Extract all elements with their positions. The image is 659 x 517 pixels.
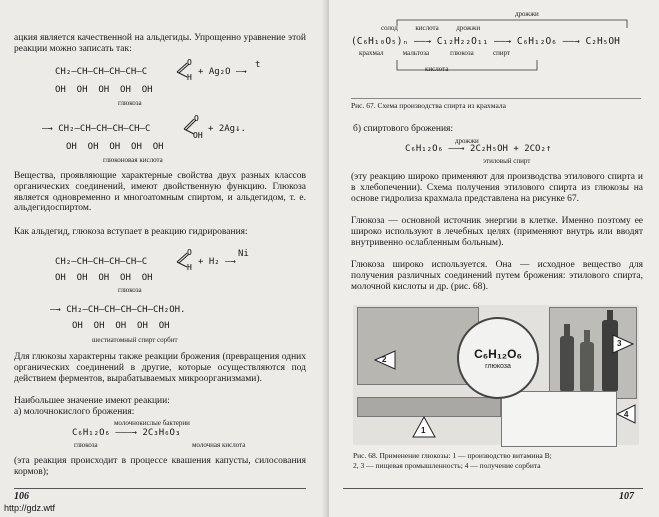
eq4-chain: —→ CH₂—CH—CH—CH—CH—CH₂OH. bbox=[50, 305, 186, 315]
eq3-hydroxyls: OH OH OH OH OH bbox=[55, 273, 153, 283]
aldehyde-group-icon bbox=[175, 58, 195, 80]
fermentation-text: Для глюкозы характерны также реакции брожения (превращения одних органических соединений в другие, которые осуществляются под действием ферментов, вырабатываемых микроорганизмами). bbox=[14, 352, 306, 384]
svg-text:OH: OH bbox=[193, 131, 203, 138]
hydrogenation-text: Как альдегид, глюкоза вступает в реакцию гидрирования: bbox=[14, 227, 248, 237]
tablets-photo bbox=[357, 397, 501, 417]
tag-4-number: 4 bbox=[624, 410, 629, 419]
tag-3-triangle-icon bbox=[611, 333, 635, 355]
aldehyde-group-icon-2 bbox=[175, 248, 195, 270]
eq3-catalyst: Ni bbox=[238, 249, 249, 259]
eq3-label: глюкоза bbox=[118, 286, 142, 294]
eq4-label: шестиатомный спирт сорбит bbox=[92, 336, 178, 344]
dual-function-text: Вещества, проявляющие характерные свойства двух разных классов органических соединений, имеют двойственную функцию. Глюкоза является одновременно и многоатомным спиртом, и альдегидом, т. е. альдегидоспиртом. bbox=[14, 171, 306, 214]
svg-text:O: O bbox=[194, 114, 199, 123]
eq1-reagent: + Ag₂O —→ bbox=[198, 67, 247, 77]
svg-text:H: H bbox=[187, 263, 192, 270]
sauerkraut-text: (эта реакция происходит в процессе квашения капусты, силосования кормов); bbox=[14, 456, 306, 477]
right-page bbox=[329, 0, 659, 517]
eq3-reagent: + H₂ —→ bbox=[198, 257, 236, 267]
tag-2-number: 2 bbox=[382, 355, 387, 364]
fig68-caption-line2: 2, 3 — пищевая промышленность; 4 — получение сорбита bbox=[353, 461, 541, 470]
glucose-badge bbox=[457, 317, 539, 399]
tag-1-number: 1 bbox=[421, 426, 426, 435]
eq5-reactant: глюкоза bbox=[74, 441, 98, 449]
alcohol-item: б) спиртового брожения: bbox=[353, 124, 454, 134]
eq2-chain: —→ CH₂—CH—CH—CH—CH—C bbox=[42, 124, 151, 134]
glucose-use-text: Глюкоза широко используется. Она — исходное вещество для получения различных соединений путем брожения: этилового спирта, молочной кислоты и др. (рис. 68). bbox=[351, 260, 643, 292]
scheme-acid-bottom: кислота bbox=[425, 65, 449, 73]
eq5-formula: C₆H₁₂O₆ ———→ 2C₃H₆O₃ bbox=[72, 428, 181, 438]
scheme-names: крахмал мальтоза глюкоза спирт bbox=[359, 49, 511, 57]
sugar-package-photo bbox=[501, 391, 617, 447]
eq6-condition: дрожжи bbox=[455, 137, 479, 145]
fig68-caption-line1: Рис. 68. Применение глюкозы: 1 — производство витамина В; bbox=[353, 451, 552, 460]
fig67-rule bbox=[351, 98, 641, 99]
alcohol-use-text: (эту реакцию широко применяют для производства этилового спирта и в хлебопечении). Схема получения этилового спирта из глюкозы на основе гидролиза крахмала представлена на рисунке 67. bbox=[351, 172, 643, 204]
page-number-right: 107 bbox=[619, 491, 634, 502]
important-reactions-text: Наибольшее значение имеют реакции: bbox=[14, 396, 170, 406]
figure-68 bbox=[353, 305, 639, 445]
left-page bbox=[0, 0, 329, 517]
eq4-hydroxyls: OH OH OH OH OH bbox=[72, 321, 170, 331]
badge-label: глюкоза bbox=[485, 362, 511, 370]
svg-text:O: O bbox=[187, 248, 192, 257]
lactic-item: а) молочнокислого брожения: bbox=[14, 407, 135, 417]
eq5-condition: молочнокислые бактерии bbox=[114, 419, 190, 427]
eq2-hydroxyls: OH OH OH OH OH bbox=[66, 142, 164, 152]
scheme-yeast-top: дрожжи bbox=[515, 10, 539, 18]
badge-formula: C₆H₁₂O₆ bbox=[474, 346, 522, 361]
eq1-condition: t bbox=[255, 60, 261, 70]
eq6-label: этиловый спирт bbox=[483, 157, 531, 165]
scheme-formula: (C₆H₁₀O₅)ₙ ——→ C₁₂H₂₂O₁₁ ——→ C₆H₁₂O₆ ——→ C₂H₅OH bbox=[351, 36, 620, 47]
footer-rule-left bbox=[14, 488, 306, 489]
eq1-chain: CH₂—CH—CH—CH—CH—C bbox=[55, 67, 148, 77]
eq2-product: + 2Ag↓. bbox=[208, 124, 246, 134]
scheme-conditions: солод кислота дрожжи bbox=[381, 24, 481, 32]
watermark-url[interactable]: http://gdz.wtf bbox=[4, 503, 56, 513]
eq2-label: глюконовая кислота bbox=[103, 156, 163, 164]
intro-text: ацкия является качественной на альдегиды. Упрощенно уравнение этой реакции можно записать так: bbox=[14, 33, 306, 54]
svg-text:O: O bbox=[187, 58, 192, 67]
energy-source-text: Глюкоза — основной источник энергии в клетке. Именно поэтому ее широко используют в лечебных целях (применяют внутрь или вводят внутривенно ослабленным больным). bbox=[351, 216, 643, 248]
fig67-caption: Рис. 67. Схема производства спирта из крахмала bbox=[351, 101, 506, 110]
eq5-product: молочная кислота bbox=[192, 441, 246, 449]
svg-text:H: H bbox=[187, 73, 192, 80]
eq3-chain: CH₂—CH—CH—CH—CH—C bbox=[55, 257, 148, 267]
eq1-label: глюкоза bbox=[118, 99, 142, 107]
page-number-left: 106 bbox=[14, 491, 29, 502]
eq6-formula: C₆H₁₂O₆ ——→ 2C₂H₅OH + 2CO₂↑ bbox=[405, 144, 552, 154]
eq1-hydroxyls: OH OH OH OH OH bbox=[55, 85, 153, 95]
tag-3-number: 3 bbox=[617, 339, 622, 348]
footer-rule-right bbox=[343, 488, 643, 489]
carboxyl-group-icon bbox=[182, 114, 204, 138]
